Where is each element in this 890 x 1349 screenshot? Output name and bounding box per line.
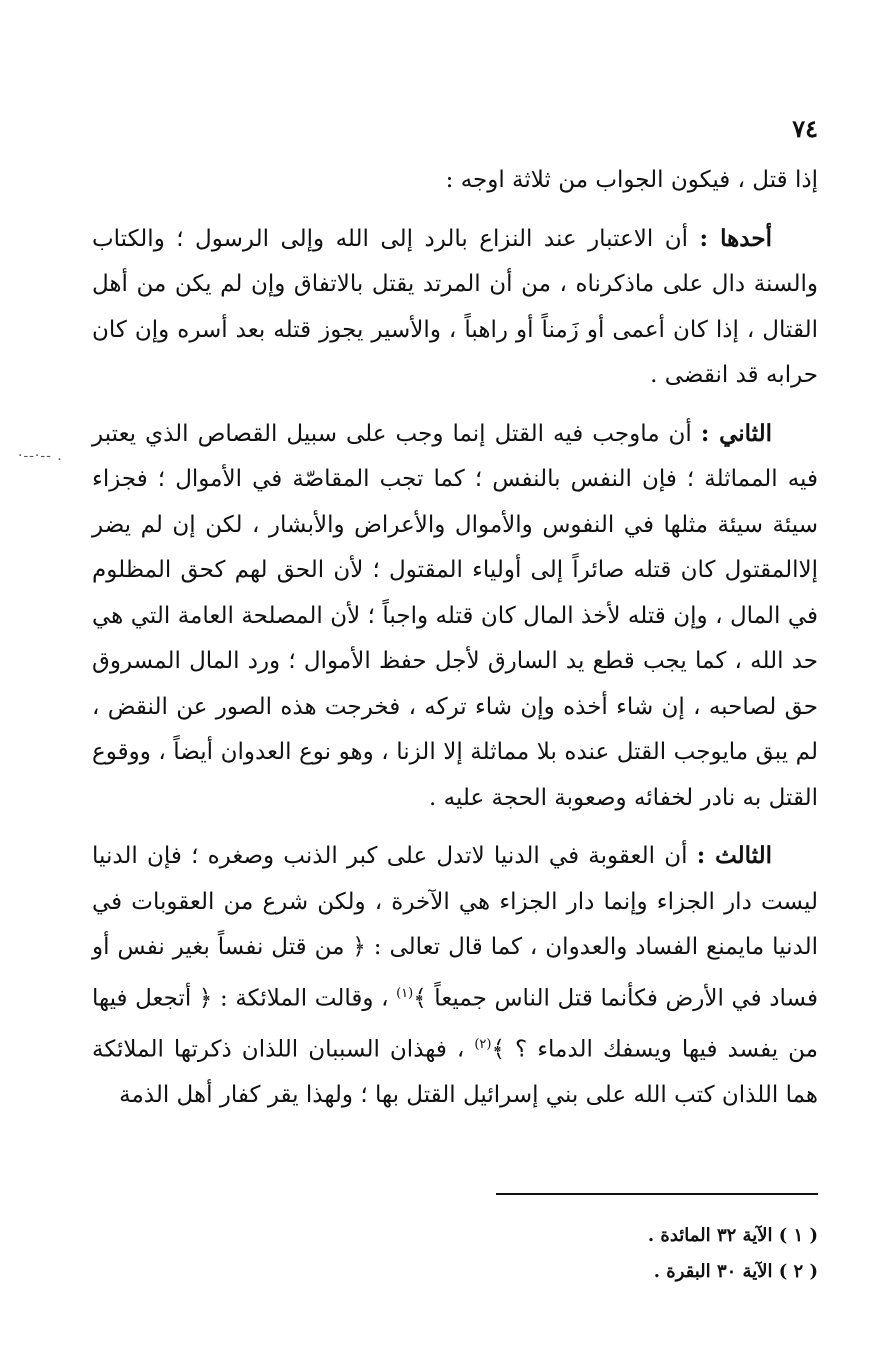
footnote-divider	[496, 1193, 818, 1195]
page-number: ٧٤	[792, 114, 818, 143]
paragraph-second	[92, 411, 818, 822]
footnote: ( ١ ) الآية ٣٢ المائدة .	[647, 1225, 818, 1246]
body-text	[92, 158, 818, 1118]
paragraph-text: أن الاعتبار عند النزاع بالرد إلى الله وإلى الرسول ؛ والكتاب والسنة دال على ماذكرناه ، من أن المرتد يقتل بالاتفاق وإن لم يكن من أهل القتال ، إذا كان أعمى أو زَمناً أو راهباً ، والأسير يجوز قتله بعد أسره وإن كان حرابه قد انقضى .	[92, 225, 818, 388]
paragraph-first	[92, 216, 818, 399]
paragraph-text: ، وقالت الملائكة : ﴿ أتجعل فيها من يفسد فيها ويسفك الدماء ؟ ﴾	[92, 985, 818, 1063]
paragraph-text: أن ماوجب فيه القتل إنما وجب على سبيل القصاص الذي يعتبر فيه المماثلة ؛ فإن النفس بالنفس ؛ كما تجب المقاصّة في الأموال ؛ فجزاء سيئة سيئة مثلها في النفوس والأموال والأعراض والأبشار ، لكن إن لم يضر إلاالمقتول كان قتله صائراً إلى أولياء المقتول ؛ لأن الحق لهم كحق المظلوم في المال ، وإن قتله لأخذ المال كان قتله واجباً ؛ لأن المصلحة العامة التي هي حد الله ، كما يجب قطع يد السارق لأجل حفظ الأموال ؛ ورد المال المسروق حق لصاحبه ، إن شاء أخذه وإن شاء تركه ، فخرجت هذه الصور عن النقض ، لم يبق مايوجب القتل عنده بلا مماثلة إلا الزنا ، وهو نوع العدوان أيضاً ، ووقوع القتل به نادر لخفائه وصعوبة الحجة عليه .	[92, 420, 818, 811]
paragraph-lead: الثالث :	[696, 842, 773, 869]
paragraph-lead: أحدها :	[699, 224, 772, 252]
paragraph-text: ، فهذان السببان اللذان ذكرتها الملائكة هما اللذان كتب الله على بني إسرائيل القتل بها ؛ ولهذا يقر كفار أهل الذمة	[92, 1036, 818, 1108]
footnote-ref: (١)	[396, 985, 414, 1001]
footnotes	[92, 1218, 818, 1290]
paragraph-third	[92, 833, 818, 1118]
footnote-ref: (٢)	[474, 1036, 492, 1052]
margin-mark: ·--·-- .	[18, 448, 63, 464]
footnote: ( ٢ ) الآية ٣٠ البقرة .	[653, 1261, 818, 1282]
paragraph-lead: الثاني :	[700, 419, 772, 447]
paragraph-text: أن العقوبة في الدنيا لاتدل على كبر الذنب وصغره ؛ فإن الدنيا ليست دار الجزاء وإنما دار الجزاء هي الآخرة ، ولكن شرع من العقوبات في الدنيا مايمنع الفساد والعدوان ، كما قال تعالى : ﴿ من قتل نفساً بغير نفس أو فساد في الأرض فكأنما قتل الناس جميعاً ﴾	[92, 843, 818, 1012]
intro-paragraph: إذا قتل ، فيكون الجواب من ثلاثة اوجه :	[445, 167, 818, 193]
